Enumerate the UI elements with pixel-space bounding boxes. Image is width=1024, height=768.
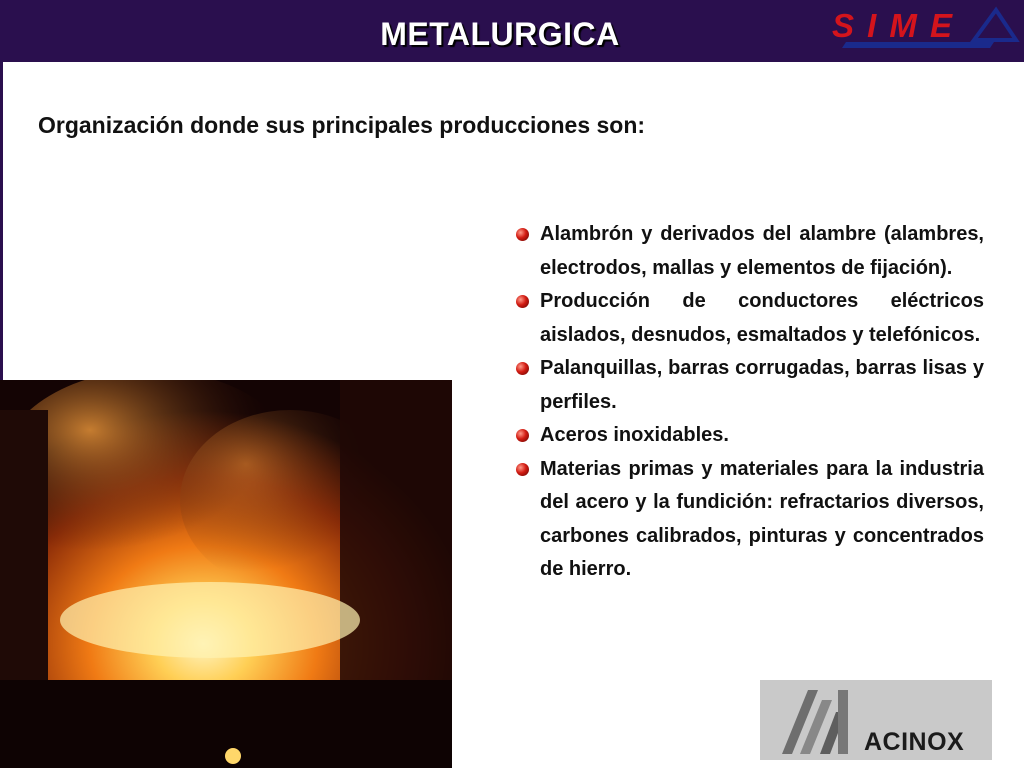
- list-item: [516, 453, 984, 587]
- sime-logo-icon: [824, 4, 1020, 50]
- list-item-text: Palanquillas, barras corrugadas, barras lisas y perfiles.: [540, 357, 984, 413]
- bullet-icon: [516, 228, 529, 241]
- list-item: [516, 352, 984, 419]
- acinox-mark-icon: [778, 686, 858, 756]
- list-item: [516, 285, 984, 352]
- sime-logo-text: SIME: [832, 7, 952, 44]
- list-item-text: Materias primas y materiales para la industria del acero y la fundición: refractarios diversos, carbones calibrados, pinturas y concentrados de hierro.: [540, 457, 984, 580]
- bullet-icon: [516, 463, 529, 476]
- list-item-text: Alambrón y derivados del alambre (alambres, electrodos, mallas y elementos de fijación).: [540, 223, 984, 279]
- list-item-text: Producción de conductores eléctricos aislados, desnudos, esmaltados y telefónicos.: [540, 290, 984, 346]
- list-item-text: Aceros inoxidables.: [540, 424, 729, 446]
- bullet-icon: [516, 295, 529, 308]
- bullet-icon: [516, 362, 529, 375]
- acinox-logo: [760, 680, 992, 760]
- production-list: [516, 218, 984, 587]
- intro-text: Organización donde sus principales producciones son:: [38, 112, 646, 138]
- slide-title: METALURGICA: [380, 16, 620, 52]
- furnace-photo: [0, 380, 452, 768]
- list-item: [516, 419, 984, 453]
- list-item: [516, 218, 984, 285]
- bullet-icon: [516, 429, 529, 442]
- acinox-logo-text: ACINOX: [864, 728, 965, 756]
